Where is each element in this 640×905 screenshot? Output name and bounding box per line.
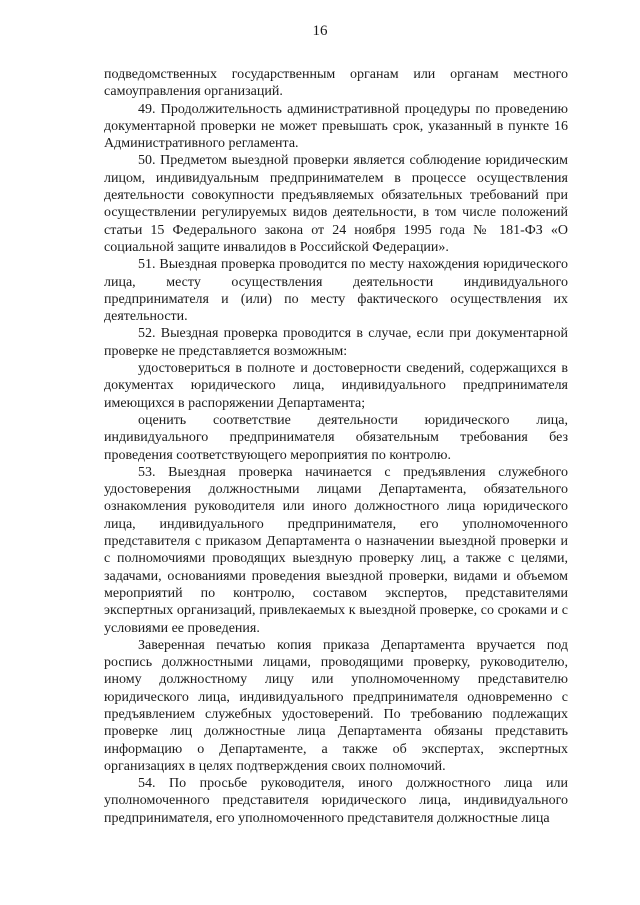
document-body <box>104 66 568 827</box>
paragraph-54: 54. По просьбе руководителя, иного должностного лица или уполномоченного представителя юридического лица, индивидуального предпринимателя, его уполномоченного представителя должностные лица <box>104 776 568 826</box>
paragraph-53-order-copy: Заверенная печатью копия приказа Департамента вручается под роспись должностными лицами, проводящими проверку, руководителю, иному должностному лицу или уполномоченному представителю юридического лица, индивидуального предпринимателя одновременно с предъявлением служебных удостоверений. По требованию подлежащих проверке лиц должностные лица Департамента обязаны представить информацию о Департаменте, а также об экспертах, экспертных организациях в целях подтверждения своих полномочий. <box>104 637 568 774</box>
paragraph-51: 51. Выездная проверка проводится по месту нахождения юридического лица, месту осуществления деятельности индивидуального предпринимателя и (или) по месту фактического осуществления их деятельности. <box>104 257 568 325</box>
page-number: 16 <box>312 23 328 39</box>
paragraph-53: 53. Выездная проверка начинается с предъявления служебного удостоверения должностными лицами Департамента, обязательного ознакомления руководителя или иного должностного лица юридического лица, индивидуального предпринимателя, его уполномоченного представителя с приказом Департамента о назначении выездной проверки и с полномочиями проводящих выездную проверку лиц, а также с целями, задачами, основаниями проведения выездной проверки, видами и объемом мероприятий по контролю, составом экспертов, представителями экспертных организаций, привлекаемых к выездной проверке, со сроками и с условиями ее проведения. <box>104 464 568 636</box>
paragraph-52: 52. Выездная проверка проводится в случае, если при документарной проверке не представляется возможным: <box>104 326 568 359</box>
paragraph-52-item-assess: оценить соответствие деятельности юридического лица, индивидуального предпринимателя обязательным требования без проведения соответствующего мероприятия по контролю. <box>104 412 568 463</box>
paragraph-52-item-verify: удостовериться в полноте и достоверности сведений, содержащихся в документах юридического лица, индивидуального предпринимателя имеющихся в распоряжении Департамента; <box>104 361 568 411</box>
paragraph-50: 50. Предметом выездной проверки является соблюдение юридическим лицом, индивидуальным предпринимателем в процессе осуществления деятельности совокупности предъявляемых обязательных требований при осуществлении регулируемых видов деятельности, в том числе положений статьи 15 Федерального закона от 24 ноября 1995 года № 181-ФЗ «О социальной защите инвалидов в Российской Федерации». <box>104 153 568 255</box>
paragraph-49: 49. Продолжительность административной процедуры по проведению документарной проверки не может превышать срок, указанный в пункте 16 Административного регламента. <box>104 101 568 152</box>
paragraph-continuation: подведомственных государственным органам или органам местного самоуправления организаций. <box>104 67 568 100</box>
